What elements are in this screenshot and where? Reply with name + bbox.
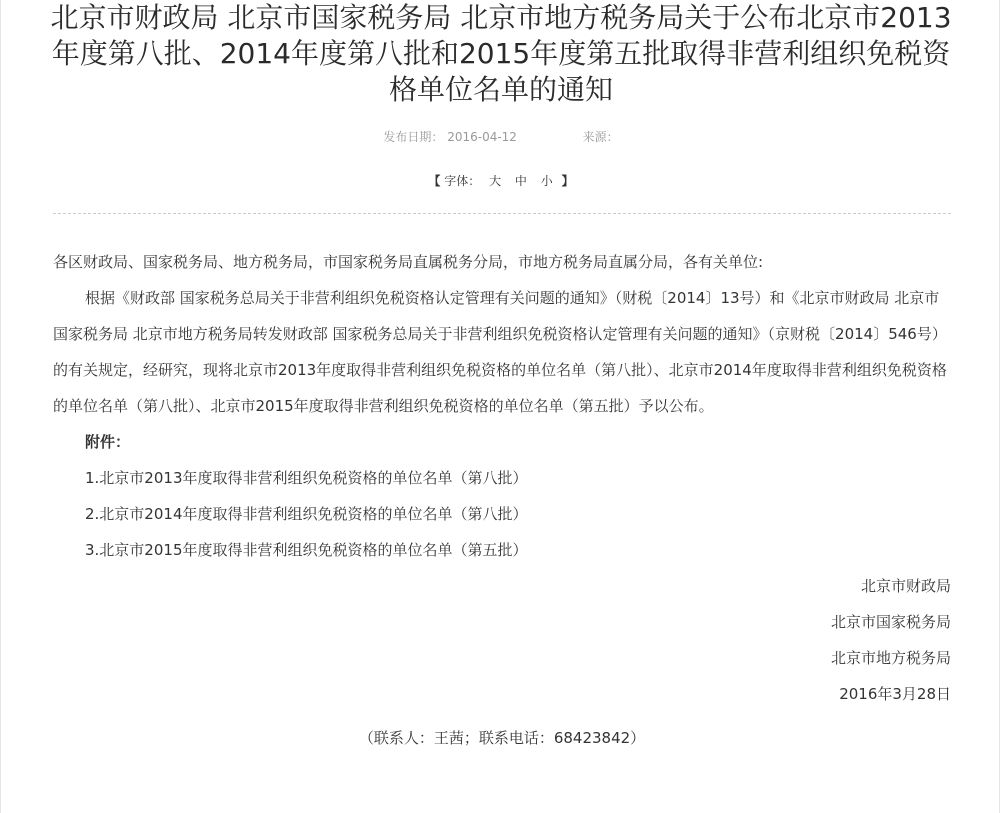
font-bar-open-bracket: 【	[428, 174, 441, 188]
font-bar-close-bracket: 】	[561, 174, 574, 188]
article-content	[53, 244, 951, 756]
font-size-small-link[interactable]: 小	[540, 174, 553, 188]
font-size-large-link[interactable]: 大	[489, 174, 502, 188]
attachment-link-2[interactable]: 2.北京市2014年度取得非营利组织免税资格的单位名单（第八批）	[85, 505, 528, 523]
attachment-link-1[interactable]: 1.北京市2013年度取得非营利组织免税资格的单位名单（第八批）	[85, 469, 528, 487]
font-size-bar	[1, 172, 1001, 189]
signature-finance-bureau: 北京市财政局	[860, 577, 951, 595]
attachments-label: 附件：	[85, 433, 131, 451]
contact-info: （联系人：王茜；联系电话：68423842）	[358, 729, 646, 747]
title-divider	[53, 213, 951, 214]
signature-local-tax-bureau: 北京市地方税务局	[830, 649, 951, 667]
signature-date: 2016年3月28日	[839, 685, 951, 703]
article-meta	[1, 128, 1001, 145]
attachment-link-3[interactable]: 3.北京市2015年度取得非营利组织免税资格的单位名单（第五批）	[85, 541, 528, 559]
article-title: 北京市财政局 北京市国家税务局 北京市地方税务局关于公布北京市2013年度第八批、2014年度第八批和2015年度第五批取得非营利组织免税资格单位名单的通知	[50, 1, 952, 106]
source-label: 来源：	[582, 130, 619, 144]
salutation: 各区财政局、国家税务局、地方税务局，市国家税务局直属税务分局，市地方税务局直属分局，各有关单位:	[53, 253, 764, 271]
publish-date-label: 发布日期：	[383, 130, 444, 144]
main-paragraph: 根据《财政部 国家税务总局关于非营利组织免税资格认定管理有关问题的通知》（财税〔2014〕13号）和《北京市财政局 北京市国家税务局 北京市地方税务局转发财政部 国家税务总局关于非营利组织免税资格认定管理有关问题的通知》（京财税〔2014〕546号）的有关规定，经研究，现将北京市2013年度取得非营利组织免税资格的单位名单（第八批）、北京市2014年度取得非营利组织免税资格的单位名单（第八批）、北京市2015年度取得非营利组织免税资格的单位名单（第五批）予以公布。	[53, 289, 947, 415]
signature-state-tax-bureau: 北京市国家税务局	[830, 613, 951, 631]
publish-date-value: 2016-04-12	[447, 130, 517, 144]
font-bar-label: 字体：	[444, 174, 481, 188]
font-size-medium-link[interactable]: 中	[514, 174, 527, 188]
